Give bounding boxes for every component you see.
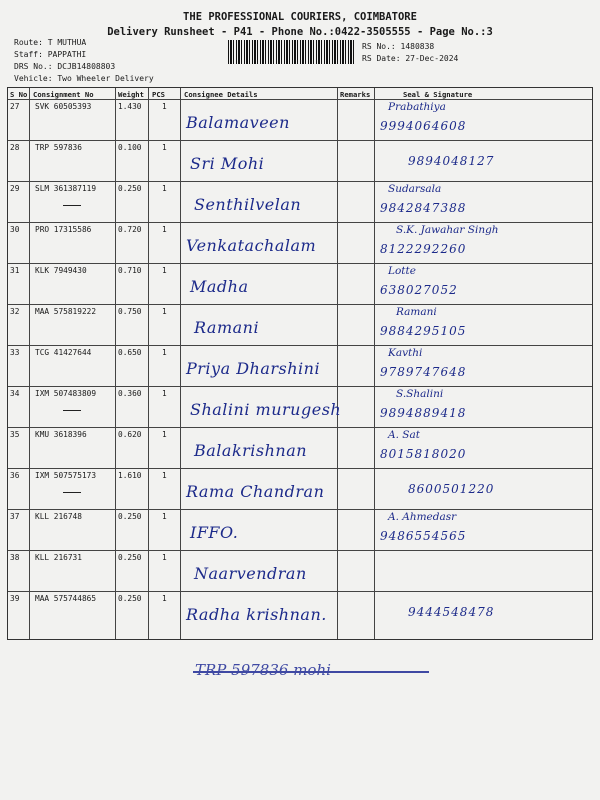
row-phone-number: 8015818020 <box>380 447 467 461</box>
row-divider <box>8 386 592 387</box>
row-sno: 35 <box>10 430 20 439</box>
col-header-seal-signature: Seal & Signature <box>403 90 473 99</box>
row-divider <box>8 550 592 551</box>
row-consignee-name: Naarvendran <box>194 564 307 583</box>
row-signature: Sudarsala <box>388 183 442 195</box>
row-sno: 29 <box>10 184 20 193</box>
row-pcs: 1 <box>162 430 167 439</box>
row-pcs: 1 <box>162 512 167 521</box>
row-divider <box>8 345 592 346</box>
row-pcs: 1 <box>162 348 167 357</box>
col-header-sno: S No <box>10 90 28 99</box>
row-consignment-no: TCG 41427644 <box>35 348 92 357</box>
row-pcs: 1 <box>162 266 167 275</box>
row-consignment-no: PRO 17315586 <box>35 225 92 234</box>
row-pcs: 1 <box>162 553 167 562</box>
row-sno: 33 <box>10 348 20 357</box>
row-weight: 0.250 <box>118 512 142 521</box>
drs-number: DRS No.: DCJB14808803 <box>14 62 116 71</box>
row-signature: Lotte <box>388 265 416 277</box>
row-sno: 30 <box>10 225 20 234</box>
row-weight: 1.430 <box>118 102 142 111</box>
row-consignment-no: SVK 60505393 <box>35 102 92 111</box>
row-consignee-name: Venkatachalam <box>186 236 317 255</box>
row-divider <box>8 304 592 305</box>
row-consignment-no: KLK 7949430 <box>35 266 87 275</box>
row-divider <box>8 181 592 182</box>
row-weight: 0.250 <box>118 594 142 603</box>
row-consignee-name: Priya Dharshini <box>186 359 321 378</box>
row-consignment-no: TRP 597836 <box>35 143 82 152</box>
row-consignment-no: MAA 575744865 <box>35 594 97 603</box>
col-header-pcs: PCS <box>152 90 165 99</box>
row-sno: 36 <box>10 471 20 480</box>
company-title: THE PROFESSIONAL COURIERS, COIMBATORE <box>183 11 417 23</box>
row-consignee-name: Senthilvelan <box>194 195 302 214</box>
row-divider <box>8 427 592 428</box>
row-sno: 39 <box>10 594 20 603</box>
row-phone-number: 9894048127 <box>408 154 495 168</box>
row-consignment-no: KLL 216731 <box>35 553 82 562</box>
row-weight: 0.650 <box>118 348 142 357</box>
row-sno: 31 <box>10 266 20 275</box>
row-pcs: 1 <box>162 143 167 152</box>
row-dash-mark <box>63 410 81 411</box>
row-sno: 34 <box>10 389 20 398</box>
row-divider <box>8 468 592 469</box>
row-weight: 0.710 <box>118 266 142 275</box>
row-weight: 0.620 <box>118 430 142 439</box>
row-signature: A. Sat <box>388 429 420 441</box>
row-sno: 37 <box>10 512 20 521</box>
row-consignee-name: Balamaveen <box>186 113 290 132</box>
row-divider <box>8 222 592 223</box>
rs-number: RS No.: 1480838 <box>362 42 435 51</box>
row-consignment-no: KLL 216748 <box>35 512 82 521</box>
row-consignment-no: IXM 507483809 <box>35 389 97 398</box>
row-consignee-name: Ramani <box>194 318 260 337</box>
row-sno: 38 <box>10 553 20 562</box>
row-divider <box>8 140 592 141</box>
row-pcs: 1 <box>162 102 167 111</box>
row-phone-number: 9894889418 <box>380 406 467 420</box>
row-phone-number: 8122292260 <box>380 242 467 256</box>
row-signature: Ramani <box>396 306 437 318</box>
row-divider <box>8 263 592 264</box>
footer-handwritten-note: TRP 597836 mohi <box>195 661 331 679</box>
row-consignment-no: MAA 575819222 <box>35 307 97 316</box>
col-header-weight: Weight <box>118 90 144 99</box>
row-divider <box>8 591 592 592</box>
row-signature: S.K. Jawahar Singh <box>396 224 499 236</box>
row-dash-mark <box>63 205 81 206</box>
row-consignee-name: Radha krishnan. <box>186 605 327 624</box>
row-consignee-name: Sri Mohi <box>190 154 265 173</box>
row-consignment-no: KMU 3618396 <box>35 430 87 439</box>
row-phone-number: 9994064608 <box>380 119 467 133</box>
row-weight: 1.610 <box>118 471 142 480</box>
row-phone-number: 9789747648 <box>380 365 467 379</box>
row-phone-number: 9486554565 <box>380 529 467 543</box>
row-phone-number: 9884295105 <box>380 324 467 338</box>
row-pcs: 1 <box>162 225 167 234</box>
row-consignee-name: Shalini murugesh <box>190 400 342 419</box>
row-consignee-name: IFFO. <box>190 523 239 542</box>
row-sno: 27 <box>10 102 20 111</box>
row-signature: Kavthi <box>388 347 423 359</box>
row-consignee-name: Rama Chandran <box>186 482 325 501</box>
row-weight: 0.100 <box>118 143 142 152</box>
vehicle-label: Vehicle: Two Wheeler Delivery <box>14 74 154 83</box>
runsheet-subtitle: Delivery Runsheet - P41 - Phone No.:0422-3505555 - Page No.:3 <box>107 26 493 38</box>
row-pcs: 1 <box>162 184 167 193</box>
row-divider <box>8 509 592 510</box>
row-pcs: 1 <box>162 389 167 398</box>
row-dash-mark <box>63 492 81 493</box>
row-weight: 0.250 <box>118 184 142 193</box>
route-label: Route: T MUTHUA <box>14 38 87 47</box>
row-consignment-no: IXM 507575173 <box>35 471 97 480</box>
row-sno: 32 <box>10 307 20 316</box>
row-consignee-name: Balakrishnan <box>194 441 308 460</box>
row-signature: Prabathiya <box>388 101 446 113</box>
delivery-table <box>7 87 593 640</box>
row-consignee-name: Madha <box>190 277 249 296</box>
row-weight: 0.250 <box>118 553 142 562</box>
col-header-consignee: Consignee Details <box>184 90 258 99</box>
row-pcs: 1 <box>162 471 167 480</box>
row-phone-number: 9842847388 <box>380 201 467 215</box>
rs-date: RS Date: 27-Dec-2024 <box>362 54 459 63</box>
row-sno: 28 <box>10 143 20 152</box>
row-weight: 0.750 <box>118 307 142 316</box>
row-pcs: 1 <box>162 307 167 316</box>
row-signature: S.Shalini <box>396 388 444 400</box>
row-phone-number: 8600501220 <box>408 482 495 496</box>
row-weight: 0.360 <box>118 389 142 398</box>
row-consignment-no: SLM 361387119 <box>35 184 97 193</box>
barcode <box>228 40 356 64</box>
row-signature: A. Ahmedasr <box>388 511 457 523</box>
row-pcs: 1 <box>162 594 167 603</box>
col-header-remarks: Remarks <box>340 90 371 99</box>
row-phone-number: 638027052 <box>380 283 458 297</box>
row-phone-number: 9444548478 <box>408 605 495 619</box>
staff-label: Staff: PAPPATHI <box>14 50 87 59</box>
row-weight: 0.720 <box>118 225 142 234</box>
col-header-consignment: Consignment No <box>33 90 94 99</box>
